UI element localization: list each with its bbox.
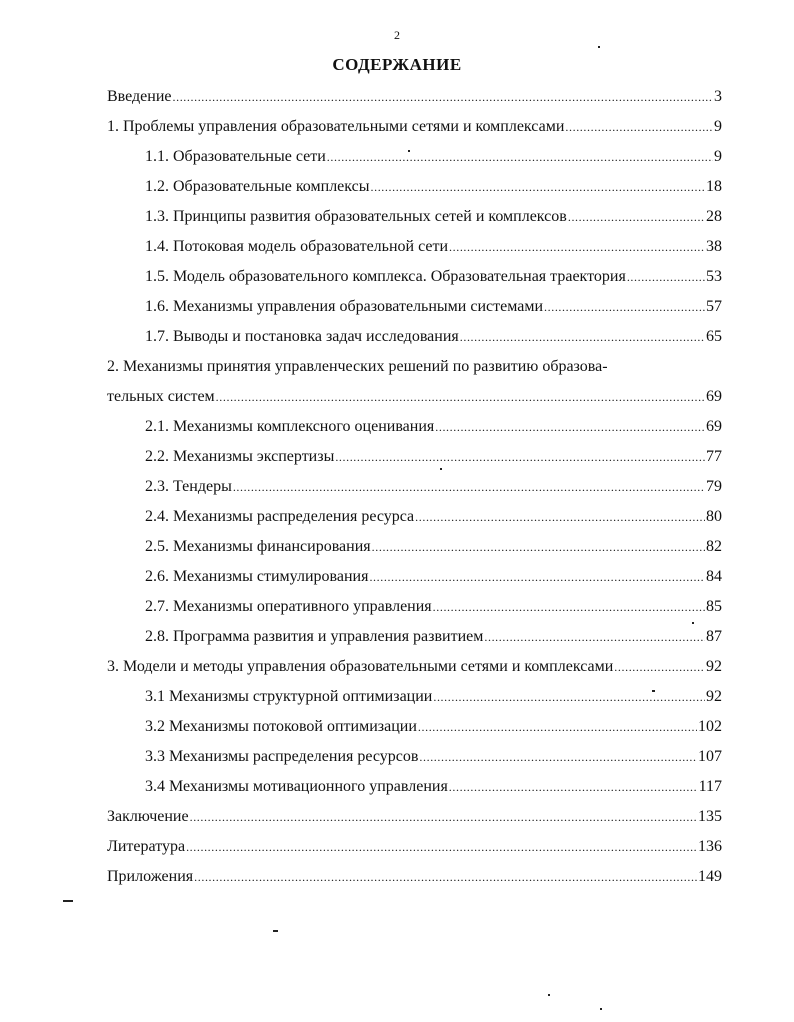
toc-entry-page: 65 [706, 328, 722, 345]
toc-entry-label: 1.3. Принципы развития образовательных сетей и комплексов [145, 208, 567, 225]
toc-entry-page: 3 [714, 88, 722, 105]
toc-entry-page: 136 [698, 838, 722, 855]
dot-leader [449, 237, 705, 257]
toc-entry-section-1-4[interactable] [145, 237, 722, 257]
toc-entry-page: 117 [698, 778, 722, 795]
toc-entry-label: Литература [107, 838, 186, 855]
toc-entry-label: 2.7. Механизмы оперативного управления [145, 598, 432, 615]
dot-leader [233, 477, 705, 497]
toc-entry-label: 1.1. Образовательные сети [145, 148, 326, 165]
dot-leader [194, 867, 697, 887]
dot-leader [371, 177, 706, 197]
toc-entry-label: 1.2. Образовательные комплексы [145, 178, 370, 195]
scan-speck [440, 468, 442, 470]
dot-leader [433, 687, 705, 707]
toc-entry-page: 77 [706, 448, 722, 465]
toc-entry-section-2-7[interactable] [145, 597, 722, 617]
toc-entry-section-1-3[interactable] [145, 207, 722, 227]
dot-leader [565, 117, 713, 137]
dot-leader [435, 417, 705, 437]
dot-leader [460, 327, 705, 347]
toc-entry-section-3-2[interactable] [145, 717, 722, 737]
toc-entry-label: 1.5. Модель образовательного комплекса. Образовательная траектория [145, 268, 626, 285]
toc-entry-page: 92 [706, 658, 722, 675]
toc-entry-label: 3.2 Механизмы потоковой оптимизации [145, 718, 417, 735]
toc-entry-label: 2.1. Механизмы комплексного оценивания [145, 418, 435, 435]
toc-entry-section-1-6[interactable] [145, 297, 722, 317]
dot-leader [484, 627, 705, 647]
toc-entry-section-2-5[interactable] [145, 537, 722, 557]
toc-entry-section-1-7[interactable] [145, 327, 722, 347]
toc-entry-label: 3.1 Механизмы структурной оптимизации [145, 688, 433, 705]
toc-entry-chapter-1[interactable] [107, 117, 722, 137]
toc-entry-page: 18 [706, 178, 722, 195]
dot-leader [335, 447, 705, 467]
toc-entry-page: 9 [714, 148, 722, 165]
dot-leader [449, 777, 698, 797]
toc-entry-label: 3.3 Механизмы распределения ресурсов [145, 748, 419, 765]
dot-leader [433, 597, 705, 617]
toc-entry-label: Приложения [107, 868, 194, 885]
toc-entry-section-3-3[interactable] [145, 747, 722, 767]
page-number: 2 [394, 28, 400, 42]
toc-entry-label: 3.4 Механизмы мотивационного управления [145, 778, 448, 795]
page-title: СОДЕРЖАНИЕ [332, 55, 462, 74]
scan-speck [63, 900, 73, 902]
toc-entry-section-2-3[interactable] [145, 477, 722, 497]
toc-entry-label: 2.5. Механизмы финансирования [145, 538, 371, 555]
toc-entry-page: 53 [706, 268, 722, 285]
toc-entry-page: 107 [698, 748, 722, 765]
toc-entry-section-1-1[interactable] [145, 147, 722, 167]
toc-entry-section-2-8[interactable] [145, 627, 722, 647]
toc-entry-page: 82 [706, 538, 722, 555]
toc-entry-chapter-2[interactable] [107, 387, 722, 407]
toc-entry-label: 3. Модели и методы управления образовательными сетями и комплексами [107, 658, 614, 675]
toc-entry-label: 2.3. Тендеры [145, 478, 232, 495]
toc-entry-page: 80 [706, 508, 722, 525]
scan-speck [273, 930, 278, 932]
toc-entry-label: Введение [107, 88, 172, 105]
dot-leader [614, 657, 705, 677]
toc-entry-chapter-2-first-line[interactable]: 2. Механизмы принятия управленческих решений по развитию образова- [107, 358, 608, 375]
toc-entry-section-2-2[interactable] [145, 447, 722, 467]
toc-entry-section-1-2[interactable] [145, 177, 722, 197]
toc-entry-section-2-4[interactable] [145, 507, 722, 527]
dot-leader [327, 147, 713, 167]
scan-speck [408, 150, 410, 152]
toc-entry-page: 102 [698, 718, 722, 735]
toc-entry-label: тельных систем [107, 388, 215, 405]
scan-speck [598, 46, 600, 48]
toc-entry-label: 2.4. Механизмы распределения ресурса [145, 508, 415, 525]
toc-entry-page: 149 [698, 868, 722, 885]
toc-entry-page: 38 [706, 238, 722, 255]
toc-entry-section-1-5[interactable] [145, 267, 722, 287]
toc-entry-page: 69 [706, 418, 722, 435]
toc-entry-page: 79 [706, 478, 722, 495]
dot-leader [186, 837, 697, 857]
toc-entry-introduction[interactable] [107, 87, 722, 107]
toc-entry-label: 2.2. Механизмы экспертизы [145, 448, 335, 465]
dot-leader [216, 387, 705, 407]
toc-entry-label: 1.7. Выводы и постановка задач исследования [145, 328, 459, 345]
toc-entry-page: 85 [706, 598, 722, 615]
dot-leader [415, 507, 705, 527]
scan-speck [548, 994, 550, 996]
toc-entry-page: 69 [706, 388, 722, 405]
scan-speck [652, 690, 655, 692]
toc-entry-label: 2.8. Программа развития и управления развитием [145, 628, 484, 645]
toc-entry-page: 92 [706, 688, 722, 705]
toc-entry-page: 84 [706, 568, 722, 585]
toc-entry-section-3-4[interactable] [145, 777, 722, 797]
toc-entry-chapter-3[interactable] [107, 657, 722, 677]
dot-leader [372, 537, 705, 557]
toc-entry-label: 1. Проблемы управления образовательными сетями и комплексами [107, 118, 565, 135]
toc-entry-page: 57 [706, 298, 722, 315]
dot-leader [418, 717, 697, 737]
toc-entry-section-2-6[interactable] [145, 567, 722, 587]
dot-leader [544, 297, 705, 317]
dot-leader [173, 87, 714, 107]
toc-entry-page: 9 [714, 118, 722, 135]
toc-entry-label: 1.6. Механизмы управления образовательными системами [145, 298, 544, 315]
toc-entry-label: Заключение [107, 808, 189, 825]
dot-leader [419, 747, 697, 767]
toc-entry-literature[interactable] [107, 837, 722, 857]
scan-speck [692, 622, 694, 624]
toc-entry-page: 28 [706, 208, 722, 225]
toc-entry-section-3-1[interactable] [145, 687, 722, 707]
dot-leader [369, 567, 705, 587]
dot-leader [627, 267, 705, 287]
dot-leader [190, 807, 697, 827]
toc-entry-appendices[interactable] [107, 867, 722, 887]
toc-entry-page: 135 [698, 808, 722, 825]
toc-entry-label: 1.4. Потоковая модель образовательной сети [145, 238, 449, 255]
scan-speck [600, 1008, 602, 1010]
toc-entry-label: 2.6. Механизмы стимулирования [145, 568, 369, 585]
toc-entry-section-2-1[interactable] [145, 417, 722, 437]
dot-leader [568, 207, 705, 227]
toc-entry-conclusion[interactable] [107, 807, 722, 827]
toc-entry-page: 87 [706, 628, 722, 645]
